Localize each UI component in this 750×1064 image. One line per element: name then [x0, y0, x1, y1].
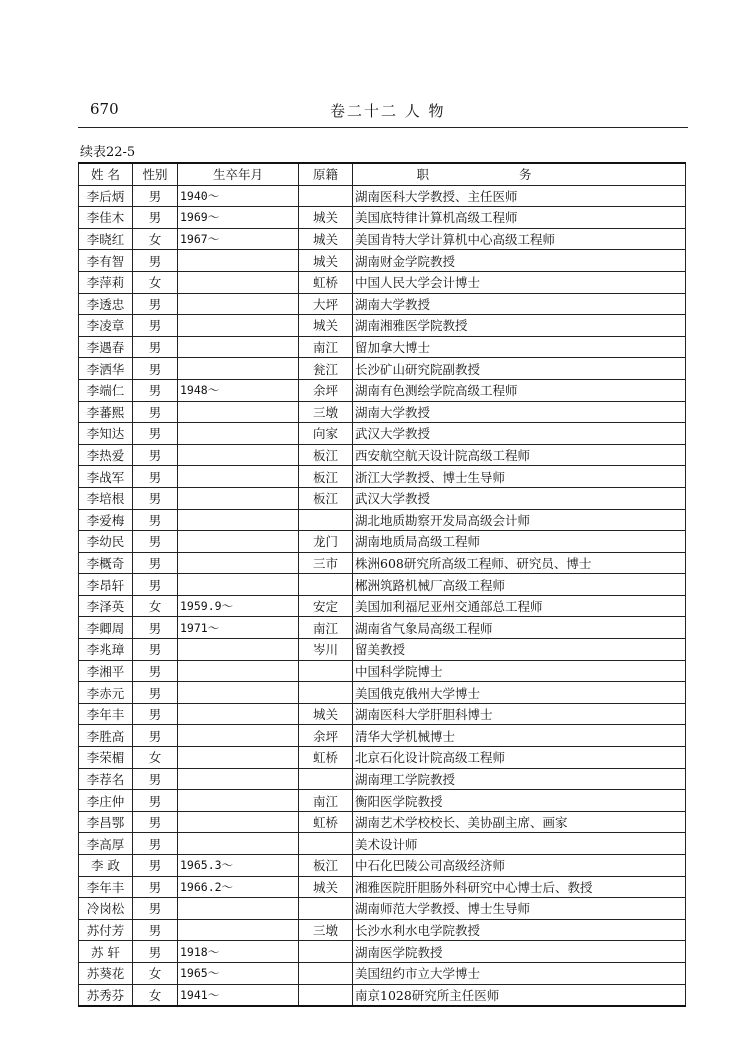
person-post: 湖南师范大学教授、博士生导师 — [353, 898, 686, 920]
person-origin: 板江 — [299, 444, 353, 466]
person-name: 李赤元 — [79, 682, 133, 704]
person-post: 湖南大学教授 — [353, 401, 686, 423]
person-sex: 男 — [133, 315, 178, 337]
person-life-dates — [178, 639, 299, 661]
person-name: 李蕃熙 — [79, 401, 133, 423]
table-row — [79, 660, 686, 682]
person-origin: 板江 — [299, 466, 353, 488]
person-sex: 男 — [133, 207, 178, 229]
person-post: 湘雅医院肝胆肠外科研究中心博士后、教授 — [353, 876, 686, 898]
person-life-dates — [178, 833, 299, 855]
person-origin: 虹桥 — [299, 747, 353, 769]
person-life-dates — [178, 487, 299, 509]
person-post: 浙江大学教授、博士生导师 — [353, 466, 686, 488]
person-origin: 三墩 — [299, 919, 353, 941]
person-name: 李爱梅 — [79, 509, 133, 531]
person-life-dates — [178, 423, 299, 445]
table-row — [79, 358, 686, 380]
person-name: 李昌鄂 — [79, 811, 133, 833]
table-row — [79, 941, 686, 963]
person-post: 美国俄克俄州大学博士 — [353, 682, 686, 704]
person-post: 湖南医学院教授 — [353, 941, 686, 963]
person-name: 李佳木 — [79, 207, 133, 229]
person-name: 苏葵花 — [79, 962, 133, 984]
person-life-dates — [178, 466, 299, 488]
person-sex: 男 — [133, 574, 178, 596]
person-life-dates: 1969～ — [178, 207, 299, 229]
person-sex: 男 — [133, 531, 178, 553]
person-life-dates — [178, 898, 299, 920]
person-sex: 男 — [133, 768, 178, 790]
person-life-dates — [178, 682, 299, 704]
person-name: 李透忠 — [79, 293, 133, 315]
person-origin: 三墩 — [299, 401, 353, 423]
page-title: 卷二十二 人 物 — [330, 102, 446, 120]
person-name: 李凌章 — [79, 315, 133, 337]
person-post: 湖南医科大学教授、主任医师 — [353, 185, 686, 207]
person-sex: 男 — [133, 682, 178, 704]
person-name: 李遇春 — [79, 336, 133, 358]
person-origin: 向家 — [299, 423, 353, 445]
person-origin: 板江 — [299, 855, 353, 877]
person-sex: 男 — [133, 811, 178, 833]
person-name: 李后炳 — [79, 185, 133, 207]
person-sex: 男 — [133, 423, 178, 445]
table-row — [79, 466, 686, 488]
person-life-dates: 1941～ — [178, 984, 299, 1006]
person-life-dates: 1948～ — [178, 379, 299, 401]
table-row — [79, 617, 686, 639]
table-row — [79, 639, 686, 661]
person-origin: 南江 — [299, 790, 353, 812]
person-origin: 余坪 — [299, 725, 353, 747]
person-life-dates — [178, 531, 299, 553]
person-sex: 男 — [133, 250, 178, 272]
person-sex: 男 — [133, 919, 178, 941]
column-header-life: 生卒年月 — [178, 163, 299, 185]
person-post: 北京石化设计院高级工程师 — [353, 747, 686, 769]
table-row — [79, 747, 686, 769]
person-sex: 男 — [133, 379, 178, 401]
table-row — [79, 228, 686, 250]
person-post: 郴洲筑路机械厂高级工程师 — [353, 574, 686, 596]
column-header-name: 姓 名 — [79, 163, 133, 185]
person-post: 留美教授 — [353, 639, 686, 661]
person-post: 美国肯特大学计算机中心高级工程师 — [353, 228, 686, 250]
person-name: 苏秀芬 — [79, 984, 133, 1006]
person-sex: 男 — [133, 941, 178, 963]
person-post: 湖南医科大学肝胆科博士 — [353, 703, 686, 725]
person-sex: 男 — [133, 703, 178, 725]
person-post: 美国纽约市立大学博士 — [353, 962, 686, 984]
person-sex: 男 — [133, 444, 178, 466]
person-sex: 男 — [133, 725, 178, 747]
person-post: 湖南湘雅医学院教授 — [353, 315, 686, 337]
person-name: 李年丰 — [79, 703, 133, 725]
person-name: 李洒华 — [79, 358, 133, 380]
person-life-dates: 1959.9～ — [178, 595, 299, 617]
person-life-dates: 1966.2～ — [178, 876, 299, 898]
table-row — [79, 595, 686, 617]
person-origin — [299, 898, 353, 920]
person-life-dates — [178, 790, 299, 812]
person-name: 李知达 — [79, 423, 133, 445]
table-row — [79, 531, 686, 553]
table-row — [79, 876, 686, 898]
person-life-dates — [178, 444, 299, 466]
person-life-dates: 1971～ — [178, 617, 299, 639]
person-post: 美术设计师 — [353, 833, 686, 855]
person-post: 长沙水利水电学院教授 — [353, 919, 686, 941]
person-name: 李幼民 — [79, 531, 133, 553]
person-sex: 男 — [133, 639, 178, 661]
person-sex: 女 — [133, 962, 178, 984]
person-name: 苏付芳 — [79, 919, 133, 941]
person-life-dates — [178, 811, 299, 833]
person-name: 李萍莉 — [79, 271, 133, 293]
person-life-dates — [178, 725, 299, 747]
person-origin: 龙门 — [299, 531, 353, 553]
person-name: 李有智 — [79, 250, 133, 272]
person-name: 李胜高 — [79, 725, 133, 747]
person-post: 武汉大学教授 — [353, 423, 686, 445]
person-origin: 板江 — [299, 487, 353, 509]
person-post: 美国底特律计算机高级工程师 — [353, 207, 686, 229]
person-origin — [299, 833, 353, 855]
roster-body — [79, 185, 686, 1006]
person-origin — [299, 574, 353, 596]
person-sex: 男 — [133, 358, 178, 380]
table-row — [79, 833, 686, 855]
person-post: 湖北地质勘察开发局高级会计师 — [353, 509, 686, 531]
column-header-origin: 原籍 — [299, 163, 353, 185]
table-row — [79, 423, 686, 445]
person-post: 湖南大学教授 — [353, 293, 686, 315]
person-sex: 男 — [133, 336, 178, 358]
person-life-dates: 1965～ — [178, 962, 299, 984]
person-sex: 男 — [133, 855, 178, 877]
person-origin: 城关 — [299, 703, 353, 725]
person-post: 湖南艺术学校校长、美协副主席、画家 — [353, 811, 686, 833]
person-sex: 女 — [133, 271, 178, 293]
person-life-dates — [178, 574, 299, 596]
person-origin: 城关 — [299, 876, 353, 898]
person-post: 湖南省气象局高级工程师 — [353, 617, 686, 639]
person-name: 李高厚 — [79, 833, 133, 855]
person-life-dates — [178, 250, 299, 272]
person-name: 李热爱 — [79, 444, 133, 466]
table-row — [79, 487, 686, 509]
table-row — [79, 790, 686, 812]
person-life-dates — [178, 336, 299, 358]
person-life-dates — [178, 293, 299, 315]
table-row — [79, 271, 686, 293]
person-origin — [299, 941, 353, 963]
person-sex: 男 — [133, 790, 178, 812]
person-name: 李晓红 — [79, 228, 133, 250]
person-sex: 男 — [133, 185, 178, 207]
person-life-dates — [178, 509, 299, 531]
person-name: 李荐名 — [79, 768, 133, 790]
person-origin: 南江 — [299, 336, 353, 358]
person-life-dates — [178, 747, 299, 769]
person-post: 湖南有色测绘学院高级工程师 — [353, 379, 686, 401]
person-name: 冷岗松 — [79, 898, 133, 920]
person-sex: 男 — [133, 466, 178, 488]
person-origin: 城关 — [299, 315, 353, 337]
table-row — [79, 768, 686, 790]
roster-table — [78, 162, 686, 1007]
person-post: 清华大学机械博士 — [353, 725, 686, 747]
person-post: 中石化巴陵公司高级经济师 — [353, 855, 686, 877]
person-sex: 男 — [133, 833, 178, 855]
person-name: 李 政 — [79, 855, 133, 877]
person-name: 李端仁 — [79, 379, 133, 401]
person-name: 李湘平 — [79, 660, 133, 682]
table-row — [79, 811, 686, 833]
person-origin — [299, 962, 353, 984]
header-rule — [78, 127, 688, 128]
person-origin: 瓮江 — [299, 358, 353, 380]
table-row — [79, 509, 686, 531]
person-sex: 男 — [133, 509, 178, 531]
person-sex: 女 — [133, 595, 178, 617]
person-life-dates: 1940～ — [178, 185, 299, 207]
person-life-dates — [178, 358, 299, 380]
person-life-dates: 1965.3～ — [178, 855, 299, 877]
table-row — [79, 962, 686, 984]
person-life-dates — [178, 401, 299, 423]
table-row — [79, 379, 686, 401]
person-post: 湖南财金学院教授 — [353, 250, 686, 272]
person-name: 李年丰 — [79, 876, 133, 898]
person-life-dates: 1967～ — [178, 228, 299, 250]
person-origin: 城关 — [299, 228, 353, 250]
person-origin: 城关 — [299, 250, 353, 272]
person-post: 长沙矿山研究院副教授 — [353, 358, 686, 380]
person-origin — [299, 768, 353, 790]
person-origin — [299, 682, 353, 704]
table-row — [79, 293, 686, 315]
person-life-dates — [178, 552, 299, 574]
page-header — [78, 98, 688, 128]
person-post: 留加拿大博士 — [353, 336, 686, 358]
person-post: 西安航空航天设计院高级工程师 — [353, 444, 686, 466]
table-row — [79, 725, 686, 747]
person-post: 南京1028研究所主任医师 — [353, 984, 686, 1006]
person-origin: 大坪 — [299, 293, 353, 315]
person-origin — [299, 509, 353, 531]
person-sex: 女 — [133, 984, 178, 1006]
person-life-dates — [178, 271, 299, 293]
person-sex: 男 — [133, 552, 178, 574]
person-post: 中国人民大学会计博士 — [353, 271, 686, 293]
person-name: 李卿周 — [79, 617, 133, 639]
person-name: 苏 轩 — [79, 941, 133, 963]
person-post: 湖南理工学院教授 — [353, 768, 686, 790]
person-post: 中国科学院博士 — [353, 660, 686, 682]
person-sex: 男 — [133, 617, 178, 639]
person-sex: 男 — [133, 487, 178, 509]
person-post: 株洲608研究所高级工程师、研究员、博士 — [353, 552, 686, 574]
table-row — [79, 185, 686, 207]
person-name: 李庄仲 — [79, 790, 133, 812]
table-header-row — [79, 163, 686, 185]
person-life-dates: 1918～ — [178, 941, 299, 963]
person-sex: 女 — [133, 228, 178, 250]
person-sex: 男 — [133, 876, 178, 898]
person-sex: 男 — [133, 293, 178, 315]
table-row — [79, 401, 686, 423]
table-row — [79, 207, 686, 229]
table-row — [79, 552, 686, 574]
person-life-dates — [178, 660, 299, 682]
person-post: 武汉大学教授 — [353, 487, 686, 509]
person-life-dates — [178, 768, 299, 790]
person-origin — [299, 185, 353, 207]
table-row — [79, 682, 686, 704]
table-caption: 续表22-5 — [80, 145, 136, 160]
person-origin — [299, 660, 353, 682]
person-origin: 城关 — [299, 207, 353, 229]
person-name: 李培根 — [79, 487, 133, 509]
person-name: 李泽英 — [79, 595, 133, 617]
person-sex: 男 — [133, 898, 178, 920]
person-name: 李战军 — [79, 466, 133, 488]
person-origin: 岑川 — [299, 639, 353, 661]
person-name: 李昂轩 — [79, 574, 133, 596]
person-origin: 余坪 — [299, 379, 353, 401]
person-life-dates — [178, 315, 299, 337]
person-post: 衡阳医学院教授 — [353, 790, 686, 812]
table-row — [79, 855, 686, 877]
table-row — [79, 444, 686, 466]
person-origin: 虹桥 — [299, 271, 353, 293]
person-name: 李荣楣 — [79, 747, 133, 769]
table-row — [79, 919, 686, 941]
table-row — [79, 336, 686, 358]
person-name: 李概奇 — [79, 552, 133, 574]
person-sex: 女 — [133, 747, 178, 769]
person-name: 李兆璋 — [79, 639, 133, 661]
person-origin: 虹桥 — [299, 811, 353, 833]
person-origin — [299, 984, 353, 1006]
person-post: 湖南地质局高级工程师 — [353, 531, 686, 553]
person-post: 美国加利福尼亚州交通部总工程师 — [353, 595, 686, 617]
person-life-dates — [178, 703, 299, 725]
column-header-sex: 性别 — [133, 163, 178, 185]
table-row — [79, 984, 686, 1006]
person-origin: 三市 — [299, 552, 353, 574]
table-row — [79, 898, 686, 920]
person-life-dates — [178, 919, 299, 941]
person-origin: 安定 — [299, 595, 353, 617]
person-origin: 南江 — [299, 617, 353, 639]
table-row — [79, 574, 686, 596]
column-header-post: 职务 — [353, 163, 686, 185]
table-row — [79, 315, 686, 337]
table-row — [79, 250, 686, 272]
person-sex: 男 — [133, 660, 178, 682]
person-sex: 男 — [133, 401, 178, 423]
page-number: 670 — [90, 100, 119, 118]
table-row — [79, 703, 686, 725]
